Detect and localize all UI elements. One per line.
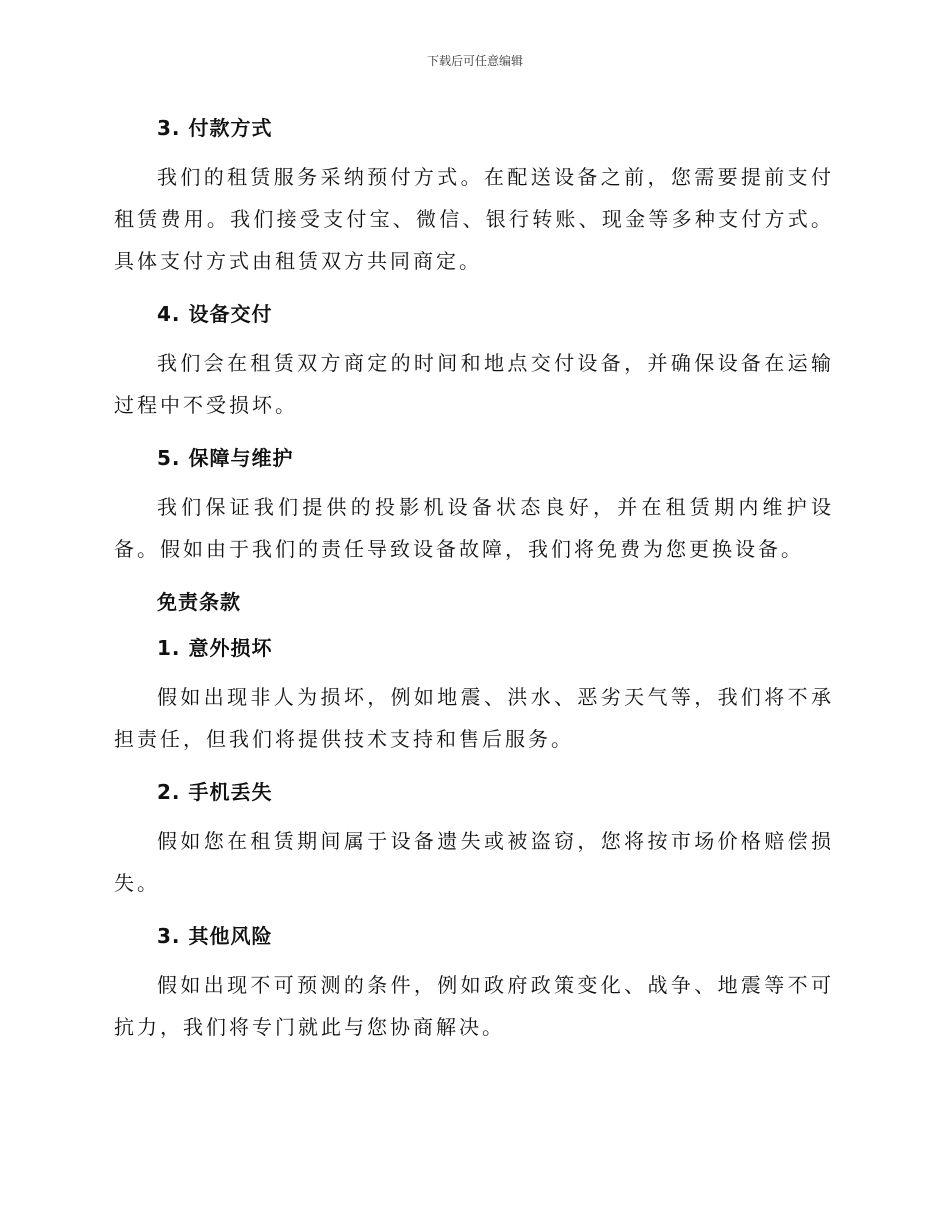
- section-paragraph-delivery: 我们会在租赁双方商定的时间和地点交付设备，并确保设备在运输过程中不受损坏。: [114, 351, 834, 417]
- section-heading-maintenance: 5. 保障与维护: [157, 446, 294, 470]
- section-paragraph-accidental-damage: 假如出现非人为损坏，例如地震、洪水、恶劣天气等，我们将不承担责任，但我们将提供技术支持和售后服务。: [114, 685, 834, 751]
- section-paragraph-payment: 我们的租赁服务采纳预付方式。在配送设备之前，您需要提前支付租赁费用。我们接受支付宝、微信、银行转账、现金等多种支付方式。具体支付方式由租赁双方共同商定。: [114, 165, 834, 273]
- section-heading-other-risks: 3. 其他风险: [157, 924, 273, 948]
- page-header: 下载后可任意编辑: [426, 54, 523, 68]
- section-heading-delivery: 4. 设备交付: [157, 302, 273, 326]
- section-heading-accidental-damage: 1. 意外损坏: [157, 636, 273, 660]
- section-paragraph-maintenance: 我们保证我们提供的投影机设备状态良好，并在租赁期内维护设备。假如由于我们的责任导致设备故障，我们将免费为您更换设备。: [114, 495, 834, 561]
- section-paragraph-other-risks: 假如出现不可预测的条件，例如政府政策变化、战争、地震等不可抗力，我们将专门就此与您协商解决。: [114, 973, 834, 1039]
- section-heading-device-loss: 2. 手机丢失: [157, 780, 273, 804]
- document-body: [114, 110, 834, 1048]
- section-heading-payment: 3. 付款方式: [157, 116, 273, 140]
- section-heading-disclaimer: 免责条款: [157, 590, 241, 614]
- section-paragraph-device-loss: 假如您在租赁期间属于设备遗失或被盗窃，您将按市场价格赔偿损失。: [114, 829, 834, 895]
